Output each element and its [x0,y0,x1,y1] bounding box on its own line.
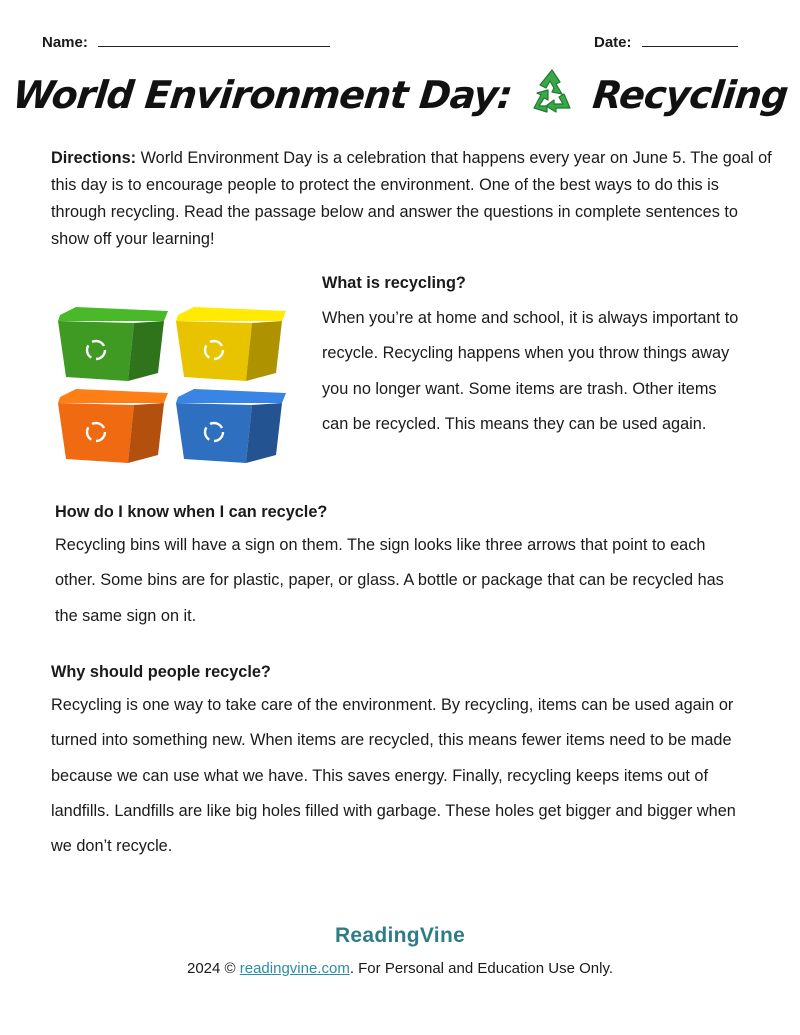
section-heading: Why should people recycle? [51,663,271,681]
footer-link[interactable]: readingvine.com [239,960,350,977]
directions-text: World Environment Day is a celebration that happens every year on June 5. The goal of this day is to encourage people to protect the environment. One of the best ways to do this is through recycling. Read the passage below and answer the questions in complete sentences to show off your learning! [51,149,772,248]
name-line [98,46,330,47]
recycling-bin [176,389,286,463]
section-how-do-i-know [55,503,745,634]
section-body: Recycling bins will have a sign on them. The sign looks like three arrows that point to each other. Some bins are for plastic, paper, or glass. A bottle or package that can be recycled has the same sign on it. [55,536,724,625]
section-heading: How do I know when I can recycle? [55,503,328,521]
name-label: Name: [42,34,88,51]
footer-brand-logo: ReadingVine [334,924,466,947]
date-label: Date: [594,34,632,51]
directions [51,145,776,253]
section-heading: What is recycling? [322,274,466,292]
section-why-recycle [51,663,741,864]
footer-year: 2024 © [186,960,236,977]
name-field [42,34,330,52]
directions-label: Directions: [51,149,137,167]
recycling-bin [176,307,286,381]
page-title [0,66,800,136]
recycling-bins-icon [52,303,292,473]
section-body: Recycling is one way to take care of the environment. By recycling, items can be used again or turned into something new. When items are recycled, this means fewer items need to be made because we can use what we have. This saves energy. Finally, recycling keeps items out of landfills. Landfills are like big holes filled with garbage. These holes get bigger and bigger when we don’t recycle. [51,696,736,856]
section-body: When you’re at home and school, it is always important to recycle. Recycling happens when you throw things away you no longer want. Some items are trash. Other items can be recycled. This means they can be used again. [322,309,739,433]
footer-note [0,960,800,977]
recycling-bin [58,307,168,381]
recycle-icon [526,66,578,123]
footer-note-text: . For Personal and Education Use Only. [349,960,614,977]
title-left: World Environment Day: [10,72,515,117]
section-what-is-recycling [322,274,742,442]
recycling-bin [58,389,168,463]
date-field [594,34,738,52]
date-line [642,46,738,47]
title-right: Recycling [590,72,790,117]
